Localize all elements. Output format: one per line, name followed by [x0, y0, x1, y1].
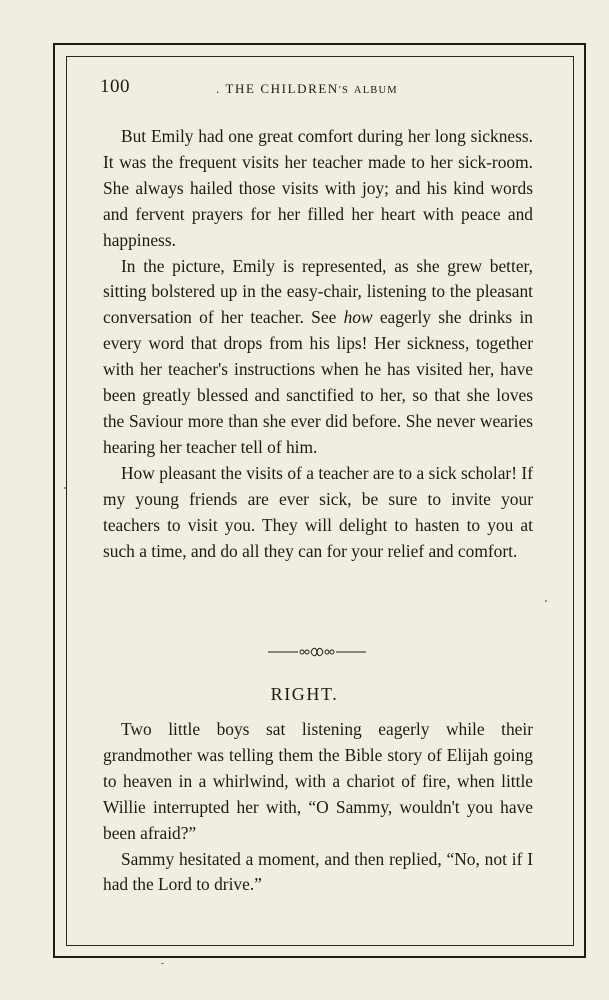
paragraph-part: eagerly she drinks in every word that drops from his lips! Her sickness, together with her teacher's instructions when he has visited her, have been greatly blessed and sanctified to her, so that she loves the Saviour more than she ever did before. She never wearies hearing her teacher tell of him. [103, 307, 533, 457]
paragraph [103, 254, 533, 461]
paragraph: But Emily had one great comfort during her long sickness. It was the frequent visits her teacher made to her sick-room. She always hailed those visits with joy; and his kind words and fervent prayers for her filled her heart with peace and happiness. [103, 126, 533, 250]
running-title-possessive: 'S [338, 85, 350, 96]
paper-speck [545, 600, 547, 602]
section-emily-text [103, 124, 533, 564]
italic-word: how [343, 307, 373, 328]
ornamental-divider [268, 646, 366, 658]
page-number: 100 [100, 76, 130, 97]
section-heading: RIGHT. [270, 684, 339, 704]
section-right-text [103, 717, 533, 898]
paper-speck [161, 963, 164, 964]
running-title [216, 81, 398, 97]
paragraph-part: In the picture, Emily is represented, as she grew better, sitting bolstered up in the easy-chair, listening to the pleasant conversation of her teacher. See [103, 255, 533, 328]
page-header [100, 76, 540, 102]
running-title-lead: . THE CHILDREN [216, 81, 339, 96]
running-title-tail: ALBUM [353, 85, 398, 96]
paper-speck [64, 487, 66, 489]
paragraph: Sammy hesitated a moment, and then replied, “No, not if I had the Lord to drive.” [103, 848, 533, 895]
paragraph: Two little boys sat listening eagerly while their grandmother was telling them the Bible story of Elijah going to heaven in a whirlwind, with a chariot of fire, when little Willie interrupted her with, “O Sammy, wouldn't you have been afraid?” [103, 719, 533, 843]
paragraph: How pleasant the visits of a teacher are to a sick scholar! If my young friends are ever sick, be sure to invite your teachers to visit you. They will delight to hasten to you at such a time, and do all they can for your relief and comfort. [103, 462, 533, 561]
